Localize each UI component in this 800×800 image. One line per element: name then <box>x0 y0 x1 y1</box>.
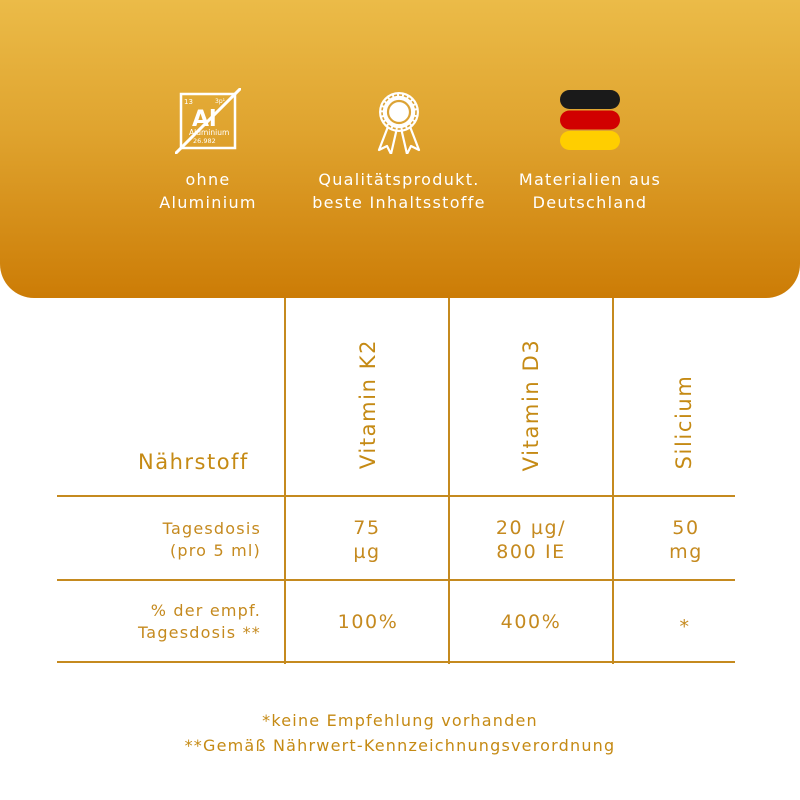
footnote-regulation: **Gemäß Nährwert-Kennzeichnungsverordnung <box>184 736 616 755</box>
table-divider <box>284 298 286 664</box>
table-divider <box>57 495 735 497</box>
feature-label-line2: beste Inhaltsstoffe <box>312 193 486 212</box>
row-label-line: % der empf. <box>150 601 261 620</box>
cell-d3-dose <box>496 516 566 564</box>
row-label-line: (pro 5 ml) <box>169 541 261 560</box>
feature-label-line1: Materialien aus <box>518 170 662 189</box>
feature-label-line1: Qualitätsprodukt. <box>318 170 480 189</box>
row-label-percent-rda <box>100 600 261 644</box>
element-mass: 26.982 <box>193 137 216 145</box>
cell-line: 75 <box>353 517 381 539</box>
table-divider <box>57 661 735 663</box>
column-header-vitamin-d3: Vitamin D3 <box>519 338 543 472</box>
table-divider <box>612 298 614 664</box>
row-label-line: Tagesdosis ** <box>137 623 261 642</box>
feature-germany <box>470 0 710 298</box>
element-number: 13 <box>184 98 193 106</box>
feature-label-line1: ohne <box>185 170 231 189</box>
element-symbol: Al <box>192 107 217 132</box>
cell-line: 50 <box>672 517 700 539</box>
rosette-award-icon <box>369 88 429 154</box>
row-header-naehrstoff: Nährstoff <box>138 450 249 474</box>
table-divider <box>448 298 450 664</box>
element-name: Aluminium <box>189 128 230 137</box>
footnote-no-recommendation: *keine Empfehlung vorhanden <box>262 711 538 730</box>
row-label-tagesdosis <box>100 518 261 562</box>
cell-line: 20 µg/ <box>495 517 567 539</box>
cell-silicium-dose <box>669 516 703 564</box>
cell-silicium-percent: * <box>679 616 691 638</box>
cell-d3-percent: 400% <box>500 611 562 633</box>
element-config: 3p¹ <box>215 98 226 105</box>
cell-line: 800 IE <box>496 541 566 563</box>
row-label-line: Tagesdosis <box>162 519 261 538</box>
cell-k2-dose <box>353 516 380 564</box>
feature-label-line2: Aluminium <box>159 193 257 212</box>
feature-label-line2: Deutschland <box>532 193 648 212</box>
cell-k2-percent: 100% <box>337 611 399 633</box>
germany-flag-icon <box>558 88 622 152</box>
cell-line: µg <box>353 541 381 563</box>
column-header-vitamin-k2: Vitamin K2 <box>356 338 380 470</box>
feature-banner <box>0 0 800 298</box>
no-aluminium-icon <box>175 88 241 154</box>
cell-line: mg <box>669 541 703 563</box>
table-divider <box>57 579 735 581</box>
column-header-silicium: Silicium <box>672 374 696 470</box>
